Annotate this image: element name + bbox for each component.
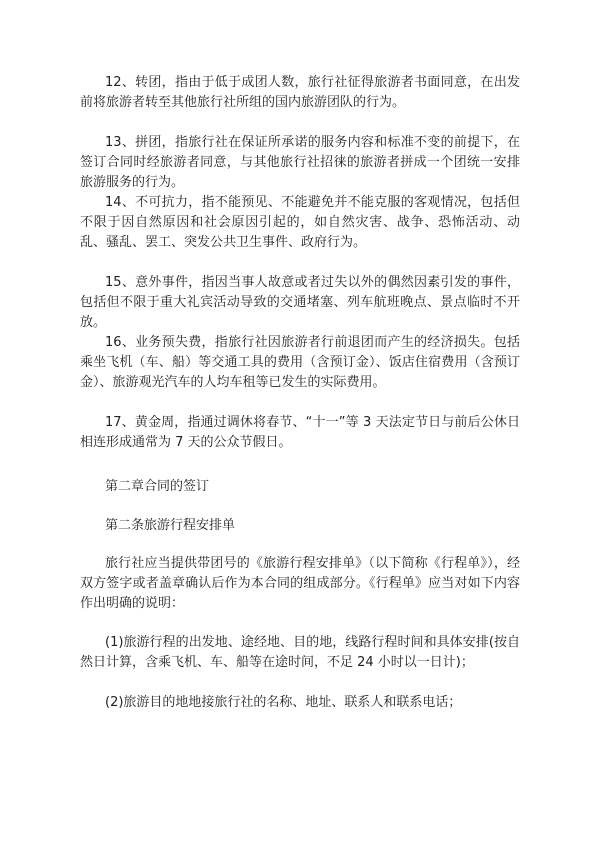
definition-16: 16、业务预失费，指旅行社因旅游者行前退团而产生的经济损失。包括乘坐飞机（车、船）等交通工具的费用（含预订金）、饭店住宿费用（含预订金）、旅游观光汽车的人均车租等已发生的实际费用。	[80, 335, 520, 390]
definition-12: 12、转团，指由于低于成团人数，旅行社征得旅游者书面同意，在出发前将旅游者转至其他旅行社所组的国内旅游团队的行为。	[80, 75, 520, 110]
article-heading: 第二条旅游行程安排单	[105, 518, 236, 533]
article-body: 旅行社应当提供带团号的《旅游行程安排单》（以下简称《行程单》），经双方签字或者盖章确认后作为本合同的组成部分。《行程单》应当对如下内容作出明确的说明：	[80, 556, 520, 611]
chapter-heading: 第二章合同的签订	[105, 479, 210, 494]
definition-14: 14、不可抗力，指不能预见、不能避免并不能克服的客观情况，包括但不限于因自然原因和社会原因引起的，如自然灾害、战争、恐怖活动、动乱、骚乱、罢工、突发公共卫生事件、政府行为。	[80, 195, 520, 250]
definition-17: 17、黄金周，指通过调休将春节、“十一”等 3 天法定节日与前后公休日相连形成通常为 7 天的公众节假日。	[80, 415, 520, 450]
list-item: (1)旅游行程的出发地、途经地、目的地，线路行程时间和具体安排(按自然日计算，含乘飞机、车、船等在途时间，不足 24 小时以一日计)；	[80, 635, 520, 670]
list-item: (2)旅游目的地地接旅行社的名称、地址、联系人和联系电话；	[105, 695, 462, 710]
definition-15: 15、意外事件，指因当事人故意或者过失以外的偶然因素引发的事件，包括但不限于重大礼宾活动导致的交通堵塞、列车航班晚点、景点临时不开放。	[80, 275, 520, 330]
definition-13: 13、拼团，指旅行社在保证所承诺的服务内容和标准不变的前提下，在签订合同时经旅游者同意，与其他旅行社招徕的旅游者拼成一个团统一安排旅游服务的行为。	[80, 135, 520, 190]
